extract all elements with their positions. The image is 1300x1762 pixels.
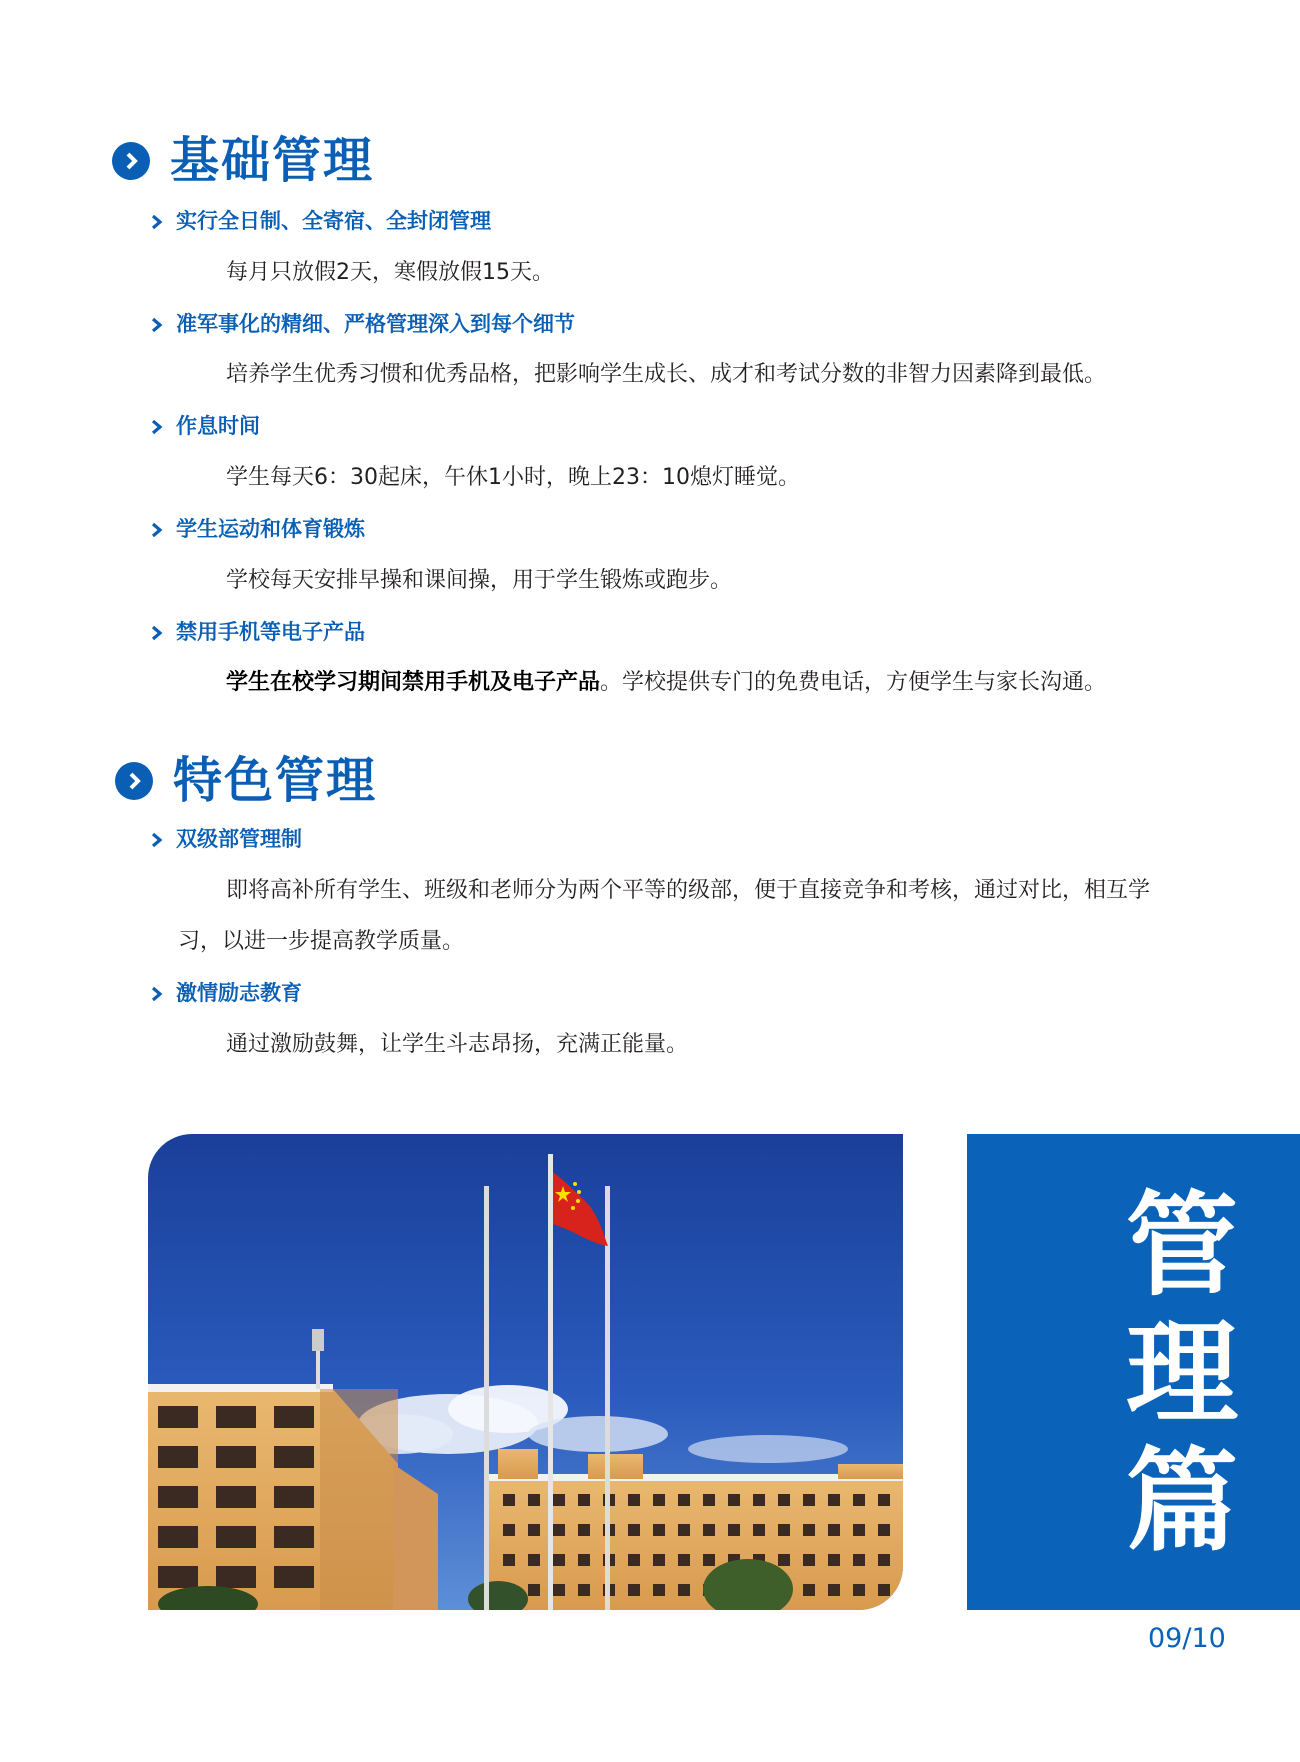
item-text-rest: 。学校提供专门的免费电话，方便学生与家长沟通。 bbox=[600, 670, 1107, 695]
chevron-right-icon bbox=[150, 215, 164, 229]
chevron-right-circle-icon bbox=[115, 762, 153, 800]
chapter-title-char: 管 bbox=[1126, 1181, 1238, 1311]
section-heading-feature bbox=[115, 752, 378, 809]
item-text bbox=[226, 672, 1106, 694]
page-number: 09/10 bbox=[1148, 1623, 1226, 1654]
section-title: 特色管理 bbox=[173, 752, 378, 809]
item-heading-text: 准军事化的精细、严格管理深入到每个细节 bbox=[176, 312, 575, 336]
section-title: 基础管理 bbox=[170, 132, 375, 189]
item-text: 培养学生优秀习惯和优秀品格，把影响学生成长、成才和考试分数的非智力因素降到最低。 bbox=[226, 362, 1107, 387]
item-heading-text: 双级部管理制 bbox=[176, 827, 302, 851]
section-heading-basic bbox=[112, 132, 375, 189]
chapter-title-char: 篇 bbox=[1126, 1437, 1238, 1567]
item-heading bbox=[150, 983, 302, 1004]
item-heading-text: 禁用手机等电子产品 bbox=[176, 620, 365, 644]
item-text: 即将高补所有学生、班级和老师分为两个平等的级部，便于直接竞争和考核，通过对比，相互学习，以进一步提高教学质量。 bbox=[178, 878, 1151, 954]
chevron-right-icon bbox=[150, 318, 164, 332]
item-text-bold: 学生在校学习期间禁用手机及电子产品 bbox=[226, 670, 601, 695]
chapter-title-panel bbox=[967, 1134, 1300, 1610]
item-heading-text: 学生运动和体育锻炼 bbox=[176, 517, 365, 541]
item-heading bbox=[150, 416, 260, 437]
item-heading bbox=[150, 829, 302, 850]
item-text: 学校每天安排早操和课间操，用于学生锻炼或跑步。 bbox=[226, 568, 733, 593]
item-heading-text: 实行全日制、全寄宿、全封闭管理 bbox=[176, 209, 491, 233]
item-heading bbox=[150, 519, 365, 540]
chevron-right-icon bbox=[150, 987, 164, 1001]
chevron-right-icon bbox=[150, 626, 164, 640]
item-heading bbox=[150, 622, 365, 643]
chevron-right-icon bbox=[150, 523, 164, 537]
item-heading-text: 作息时间 bbox=[176, 414, 260, 438]
item-text: 通过激励鼓舞，让学生斗志昂扬，充满正能量。 bbox=[226, 1032, 689, 1057]
item-heading-text: 激情励志教育 bbox=[176, 981, 302, 1005]
chapter-title bbox=[1127, 1182, 1237, 1566]
item-heading bbox=[150, 314, 575, 335]
chevron-right-icon bbox=[150, 833, 164, 847]
chevron-right-circle-icon bbox=[112, 142, 150, 180]
item-heading bbox=[150, 211, 491, 232]
campus-flag-photo bbox=[148, 1134, 903, 1610]
item-text: 学生每天6：30起床，午休1小时，晚上23：10熄灯睡觉。 bbox=[226, 465, 800, 490]
item-text: 每月只放假2天，寒假放假15天。 bbox=[226, 260, 554, 285]
chapter-title-char: 理 bbox=[1126, 1309, 1238, 1439]
chevron-right-icon bbox=[150, 420, 164, 434]
